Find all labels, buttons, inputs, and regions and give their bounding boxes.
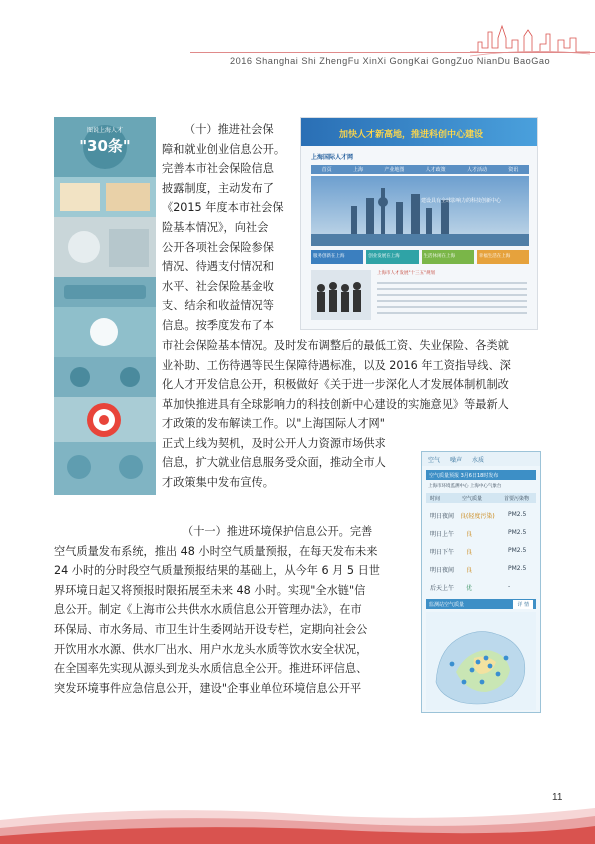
- row-time: 明日夜间: [430, 567, 455, 574]
- row-time: 明日上午: [430, 531, 455, 538]
- table-row: [426, 508, 536, 522]
- shanghai-monitoring-map: [426, 612, 536, 710]
- forecast-source: 上海市环境监测中心 上海中心气象台: [428, 484, 502, 489]
- site-nav-item[interactable]: 人才活动: [466, 167, 487, 173]
- site-tile[interactable]: 服务创新在上海: [311, 250, 363, 264]
- row-quality: 优: [466, 585, 473, 592]
- table-row: [426, 580, 536, 594]
- text-line: 革加快推进具有全球影响力的科技创新中心建设的实施意见》等最新人: [162, 397, 509, 411]
- site-banner-text: 加快人才新高地，推进科创中心建设: [339, 130, 484, 140]
- row-quality: 良: [466, 549, 473, 556]
- row-pollutant: PM2.5: [508, 529, 527, 536]
- text-line: 化人才开发信息公开，积极做好《关于进一步深化人才发展体制机制改: [162, 378, 509, 392]
- row-pollutant: PM2.5: [508, 547, 527, 554]
- header-rule: [190, 52, 595, 53]
- site-nav-item[interactable]: 资讯: [508, 167, 519, 173]
- paragraph-10-short: [162, 414, 417, 492]
- row-pollutant: PM2.5: [508, 511, 527, 518]
- table-row: [426, 526, 536, 540]
- site-tile[interactable]: 幸福生活在上海: [477, 250, 529, 264]
- site-nav-item[interactable]: 产业地图: [384, 167, 405, 173]
- text-line: 正式上线为契机，及时公开人力资源市场供求: [162, 436, 386, 450]
- tab-noise[interactable]: 噪声: [450, 456, 463, 464]
- talent-30-poster-image: [54, 117, 156, 495]
- map-header: [426, 599, 536, 609]
- col-pollutant: 首要污染物: [504, 496, 530, 502]
- map-title: 监测站空气质量: [429, 602, 465, 608]
- poster-headline: "30条": [79, 137, 131, 155]
- text-line: 披露制度，主动发布了: [162, 181, 274, 195]
- text-line: 完善本市社会保险信息: [162, 162, 274, 176]
- text-line: 水平、社会保险基金收: [162, 279, 274, 293]
- text-line: 情况、待遇支付情况和: [162, 260, 274, 274]
- poster-subtitle: 图说上海人才: [86, 127, 123, 134]
- row-time: 后天上午: [430, 585, 455, 592]
- air-quality-screenshot: [421, 451, 541, 713]
- row-quality: 良(轻度污染): [460, 513, 495, 520]
- text-line: 险基本情况》，向社会: [162, 220, 269, 234]
- text-line: （十）推进社会保: [184, 123, 274, 136]
- paragraph-10-wide: [162, 336, 542, 414]
- table-row: [426, 544, 536, 558]
- site-nav: [311, 166, 529, 173]
- text-line: 在全国率先实现从源头到龙头水质信息全公开。推进环评信息、: [54, 662, 368, 676]
- paragraph-11: [54, 522, 416, 698]
- text-line: 24 小时的分时段空气质量预报结果的基础上，从今年 6 月 5 日世: [54, 564, 380, 578]
- text-line: 开饮用水水源、供水厂出水、用户水龙头水质等饮水安全状况，: [54, 642, 368, 656]
- tab-water[interactable]: 水质: [472, 456, 485, 464]
- text-line: 才政策的发布解读工作。以"上海国际人才网": [162, 417, 385, 430]
- text-line: 公开各项社会保险参保: [162, 240, 274, 254]
- site-logo: 上海国际人才网: [311, 154, 354, 161]
- row-time: 明日下午: [430, 549, 455, 556]
- site-news-title: 上海市人才发展"十三五"规划: [377, 271, 436, 276]
- air-tabs: [422, 452, 541, 466]
- text-line: 障和就业创业信息公开。: [162, 142, 286, 156]
- site-people-image: [311, 270, 371, 320]
- text-line: 业补助、工伤待遇等民生保障待遇标准，以及 2016 年工资指导线、深: [162, 358, 511, 372]
- text-line: 信息。按季度发布了本: [162, 318, 274, 332]
- site-tiles: [311, 250, 529, 264]
- site-tile[interactable]: 生活休闲在上海: [422, 250, 474, 264]
- site-nav-item[interactable]: 上海: [352, 167, 363, 173]
- poster-graphic: [54, 117, 156, 495]
- col-time: 时间: [430, 496, 441, 502]
- air-table-header: [426, 493, 536, 503]
- row-quality: 良: [466, 531, 473, 538]
- text-line: 市社会保险基本情况。及时发布调整后的最低工资、失业保险、各类就: [162, 339, 509, 352]
- map-details-tab[interactable]: 详 情: [513, 600, 533, 609]
- report-running-title: 2016 Shanghai Shi ZhengFu XinXi GongKai GongZuo NianDu BaoGao: [230, 56, 551, 66]
- page-number: 11: [552, 792, 563, 803]
- talent-website-screenshot: [300, 117, 538, 330]
- row-quality: 良: [466, 567, 473, 574]
- site-news-list: [377, 278, 527, 318]
- text-line: 空气质量发布系统，推出 48 小时空气质量预报，在每天发布未来: [54, 544, 378, 558]
- text-line: 支、结余和收益情况等: [162, 299, 274, 313]
- text-line: 突发环境事件应急信息公开，建设"企事业单位环境信息公开平: [54, 681, 362, 695]
- site-nav-item[interactable]: 首页: [321, 167, 332, 173]
- text-line: 信息，扩大就业信息服务受众面，推动全市人: [162, 456, 386, 470]
- text-line: 息公开。制定《上海市公共供水水质信息公开管理办法》，在市: [54, 603, 362, 617]
- site-hero-text: 建设具有全球影响力的科技创新中心: [421, 198, 502, 204]
- text-line: 才政策集中发布宣传。: [162, 475, 274, 489]
- site-hero-image: [311, 176, 529, 246]
- text-line: 界环境日起又将预报时限拓展至未来 48 小时。实现"全水链"信: [54, 583, 366, 597]
- row-pollutant: -: [508, 583, 511, 590]
- footer-wave-decoration: [0, 800, 595, 844]
- site-tile[interactable]: 创业发展在上海: [366, 250, 418, 264]
- text-line: 环保局、市水务局、市卫生计生委网站开设专栏，定期向社会公: [54, 622, 368, 636]
- row-time: 明日夜间: [430, 513, 455, 520]
- row-pollutant: PM2.5: [508, 565, 527, 572]
- tab-air[interactable]: 空气: [428, 456, 441, 464]
- site-nav-item[interactable]: 人才政策: [425, 167, 446, 173]
- col-quality: 空气质量: [462, 496, 483, 502]
- table-row: [426, 562, 536, 576]
- paragraph-10-narrow: [162, 120, 296, 336]
- text-line: （十一）推进环境保护信息公开。完善: [182, 525, 373, 538]
- forecast-title: 空气质量预报 3月6日18时发布: [426, 470, 536, 480]
- text-line: 《2015 年度本市社会保: [162, 201, 284, 215]
